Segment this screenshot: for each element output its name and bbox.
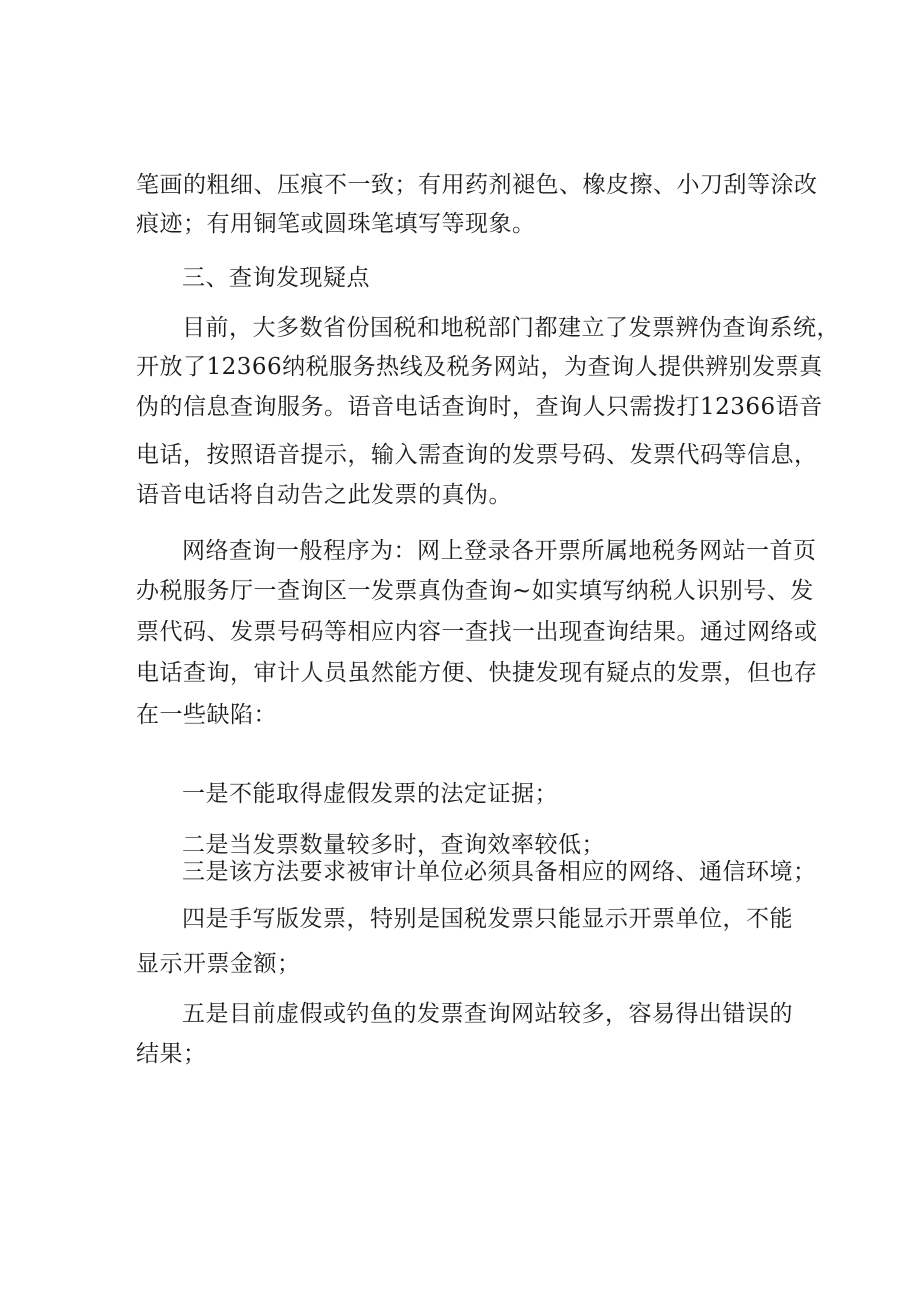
list-item-continued: 显示开票金额； bbox=[136, 951, 301, 977]
text-line: 语音电话将自动告之此发票的真伪。 bbox=[136, 482, 512, 508]
text-line: 伪的信息查询服务。语音电话查询时，查询人只需拨打12366语音 bbox=[136, 394, 823, 420]
list-item: 二是当发票数量较多时，查询效率较低； bbox=[182, 832, 605, 858]
text-line: 电话查询，审计人员虽然能方便、快捷发现有疑点的发票，但也存 bbox=[136, 660, 818, 686]
text-line: 痕迹；有用铜笔或圆珠笔填写等现象。 bbox=[136, 211, 536, 237]
list-item-continued: 结果； bbox=[136, 1041, 207, 1067]
list-item: 四是手写版发票，特别是国税发票只能显示开票单位，不能 bbox=[182, 906, 793, 932]
text-line: 在一些缺陷： bbox=[136, 702, 277, 728]
list-item: 五是目前虚假或钓鱼的发票查询网站较多，容易得出错误的 bbox=[182, 1001, 793, 1027]
text-line: 笔画的粗细、压痕不一致；有用药剂褪色、橡皮擦、小刀刮等涂改 bbox=[136, 172, 818, 198]
text-line: 开放了12366纳税服务热线及税务网站，为查询人提供辨别发票真 bbox=[136, 354, 823, 380]
list-item: 一是不能取得虚假发票的法定证据； bbox=[182, 781, 558, 807]
text-line: 票代码、发票号码等相应内容一查找一出现查询结果。通过网络或 bbox=[136, 619, 818, 645]
text-line: 目前，大多数省份国税和地税部门都建立了发票辨伪查询系统， bbox=[182, 315, 840, 341]
section-heading: 三、查询发现疑点 bbox=[182, 265, 370, 291]
text-line: 网络查询一般程序为：网上登录各开票所属地税务网站一首页 bbox=[182, 538, 817, 564]
text-line: 办税服务厅一查询区一发票真伪查询~如实填写纳税人识别号、发 bbox=[136, 578, 814, 604]
text-line: 电话，按照语音提示，输入需查询的发票号码、发票代码等信息， bbox=[136, 442, 818, 468]
list-item: 三是该方法要求被审计单位必须具备相应的网络、通信环境； bbox=[182, 859, 817, 885]
